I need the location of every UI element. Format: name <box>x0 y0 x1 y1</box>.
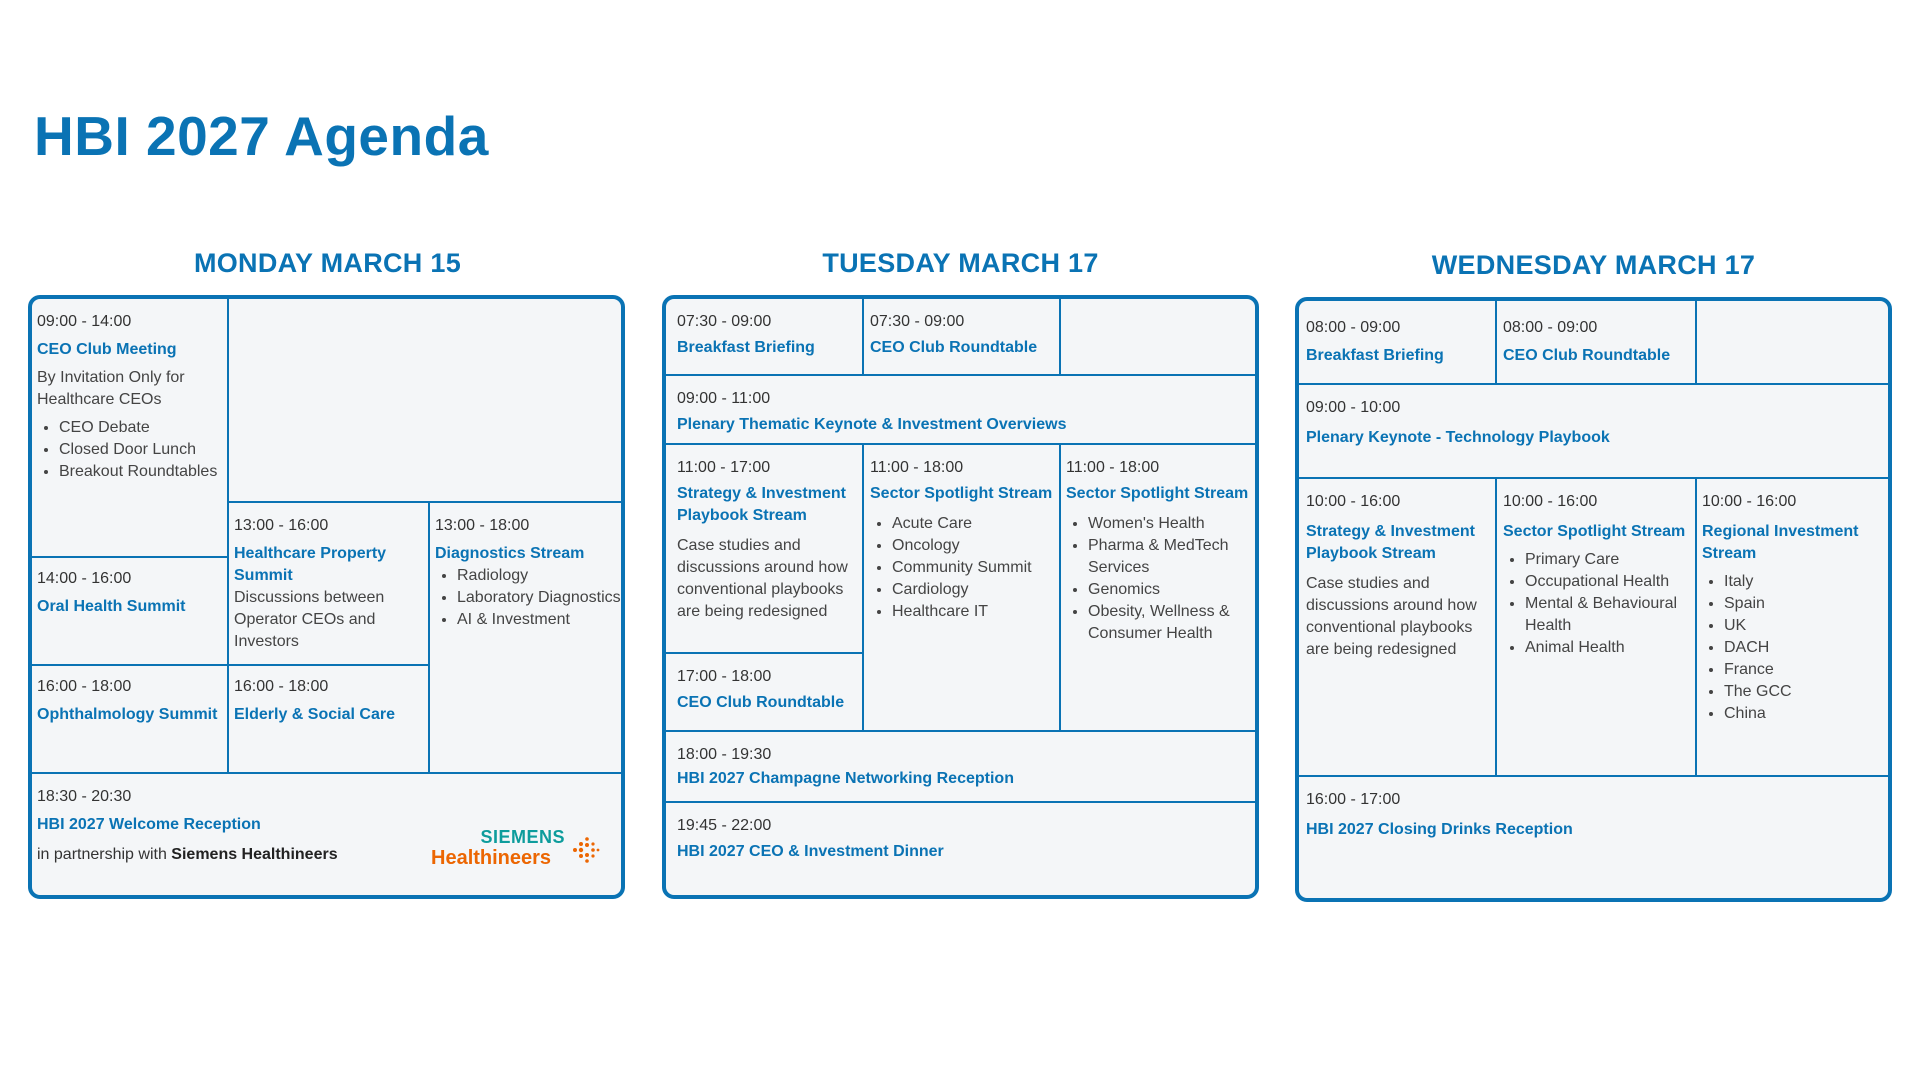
session-title: Healthcare Property Summit <box>234 545 387 584</box>
session-regional-investment <box>1697 479 1892 775</box>
list-item: • Spain <box>1724 593 1890 615</box>
list-item: • China <box>1724 703 1890 725</box>
healthineers-dots-icon <box>571 835 601 865</box>
session-time: 07:30 - 09:00 <box>870 313 965 330</box>
session-title: Sector Spotlight Stream <box>1503 523 1686 540</box>
partner-name: Siemens Healthineers <box>171 846 338 863</box>
logo-wordmark-bottom: Healthineers <box>431 847 552 869</box>
session-topics <box>435 565 624 631</box>
session-strategy-investment <box>672 445 862 652</box>
logo-wordmark-top: SIEMENS <box>480 827 565 847</box>
session-closing-drinks <box>1301 777 1892 902</box>
list-item: • Radiology <box>457 565 624 587</box>
session-title: Elderly & Social Care <box>234 706 395 723</box>
session-plenary-keynote <box>672 376 1259 443</box>
session-sector-spotlight-1 <box>865 445 1059 730</box>
session-sector-spotlight-2 <box>1061 445 1259 730</box>
list-item: • Animal Health <box>1525 637 1690 659</box>
list-item: • Occupational Health <box>1525 571 1690 593</box>
session-title: Strategy & Investment Playbook Stream <box>1306 523 1475 562</box>
session-time: 14:00 - 16:00 <box>37 570 132 587</box>
session-title: Ophthalmology Summit <box>37 706 218 723</box>
session-time: 18:00 - 19:30 <box>677 746 772 763</box>
session-title: Regional Investment Stream <box>1702 523 1859 562</box>
session-ceo-club-roundtable-evening <box>672 654 862 730</box>
list-item: • Cardiology <box>892 579 1054 601</box>
session-time: 07:30 - 09:00 <box>677 313 772 330</box>
list-item: • Genomics <box>1088 579 1258 601</box>
session-title: CEO Club Meeting <box>37 341 177 358</box>
siemens-healthineers-logo <box>431 827 601 873</box>
tuesday-heading: TUESDAY MARCH 17 <box>822 248 1099 278</box>
session-title: Sector Spotlight Stream <box>1066 485 1249 502</box>
session-time: 09:00 - 14:00 <box>37 313 132 330</box>
list-item: • Obesity, Wellness & Consumer Health <box>1088 601 1258 645</box>
list-item: • Women's Health <box>1088 513 1258 535</box>
session-title: HBI 2027 Closing Drinks Reception <box>1306 821 1573 838</box>
session-topics <box>37 417 222 483</box>
grid-line <box>1059 299 1061 374</box>
session-time: 09:00 - 11:00 <box>677 390 771 407</box>
list-item: • Healthcare IT <box>892 601 1054 623</box>
session-title: Plenary Thematic Keynote & Investment Overviews <box>677 416 1067 433</box>
session-time: 09:00 - 10:00 <box>1306 399 1401 416</box>
session-time: 10:00 - 16:00 <box>1306 493 1401 510</box>
session-time: 16:00 - 17:00 <box>1306 791 1401 808</box>
session-title: HBI 2027 Champagne Networking Reception <box>677 770 1014 787</box>
session-time: 08:00 - 09:00 <box>1306 319 1401 336</box>
list-item: • Breakout Roundtables <box>59 461 222 483</box>
list-item: • Laboratory Diagnostics <box>457 587 624 609</box>
tuesday-board <box>662 295 1259 899</box>
session-title: Breakfast Briefing <box>1306 347 1444 364</box>
session-title: CEO Club Roundtable <box>1503 347 1671 364</box>
session-topics <box>1503 549 1690 659</box>
session-topics <box>1066 513 1258 645</box>
monday-heading: MONDAY MARCH 15 <box>193 248 462 278</box>
session-ceo-investment-dinner <box>672 803 1259 899</box>
session-title: Sector Spotlight Stream <box>870 485 1053 502</box>
session-topics <box>1702 571 1890 725</box>
session-time: 16:00 - 18:00 <box>37 678 132 695</box>
session-title: Breakfast Briefing <box>677 339 815 356</box>
session-time: 19:45 - 22:00 <box>677 817 772 834</box>
list-item: • Pharma & MedTech Services <box>1088 535 1258 579</box>
session-title: Diagnostics Stream <box>435 545 585 562</box>
partner-prefix: in partnership with <box>37 846 167 863</box>
wednesday-heading: WEDNESDAY MARCH 17 <box>1431 250 1756 280</box>
grid-line <box>1695 301 1697 383</box>
grid-line <box>862 443 864 730</box>
session-description: Case studies and discussions around how conventional playbooks are being redesigned <box>1306 575 1477 658</box>
list-item: • DACH <box>1724 637 1890 659</box>
session-breakfast-briefing <box>672 299 862 374</box>
list-item: • Acute Care <box>892 513 1054 535</box>
list-item: • CEO Debate <box>59 417 222 439</box>
list-item: • Community Summit <box>892 557 1054 579</box>
page-title: HBI 2027 Agenda <box>34 105 489 167</box>
session-title: CEO Club Roundtable <box>870 339 1038 356</box>
session-plenary-keynote <box>1301 385 1892 477</box>
session-ceo-club-roundtable <box>1498 305 1695 383</box>
session-description: Case studies and discussions around how conventional playbooks are being redesigned <box>677 537 848 620</box>
session-time: 13:00 - 18:00 <box>435 517 530 534</box>
session-champagne-reception <box>672 732 1259 801</box>
session-oral-health <box>32 556 227 664</box>
list-item: • Italy <box>1724 571 1890 593</box>
session-healthcare-property <box>229 503 428 664</box>
list-item: • UK <box>1724 615 1890 637</box>
session-title: Strategy & Investment Playbook Stream <box>677 485 846 524</box>
list-item: • The GCC <box>1724 681 1890 703</box>
session-time: 11:00 - 18:00 <box>870 459 964 476</box>
session-time: 18:30 - 20:30 <box>37 788 132 805</box>
list-item: • Oncology <box>892 535 1054 557</box>
session-ophthalmology <box>32 664 227 772</box>
session-ceo-club-roundtable <box>865 299 1059 374</box>
session-time: 11:00 - 17:00 <box>677 459 771 476</box>
session-title: Oral Health Summit <box>37 598 186 615</box>
session-time: 13:00 - 16:00 <box>234 517 329 534</box>
session-diagnostics <box>430 503 625 772</box>
list-item: • France <box>1724 659 1890 681</box>
list-item: • Mental & Behavioural Health <box>1525 593 1690 637</box>
grid-line <box>1495 301 1497 383</box>
session-time: 08:00 - 09:00 <box>1503 319 1598 336</box>
session-topics <box>870 513 1054 623</box>
session-title: Plenary Keynote - Technology Playbook <box>1306 429 1610 446</box>
list-item: • Primary Care <box>1525 549 1690 571</box>
session-title: HBI 2027 Welcome Reception <box>37 816 261 833</box>
monday-board <box>28 295 625 899</box>
list-item: • Closed Door Lunch <box>59 439 222 461</box>
session-strategy-investment <box>1301 479 1495 775</box>
session-ceo-club-meeting <box>32 299 227 556</box>
grid-line <box>862 299 864 374</box>
session-title: CEO Club Roundtable <box>677 694 845 711</box>
grid-line <box>1495 477 1497 775</box>
session-title: HBI 2027 CEO & Investment Dinner <box>677 843 944 860</box>
session-time: 10:00 - 16:00 <box>1503 493 1598 510</box>
session-description: Discussions between Operator CEOs and Investors <box>234 589 385 650</box>
session-description: By Invitation Only for Healthcare CEOs <box>37 369 185 408</box>
list-item: • AI & Investment <box>457 609 624 631</box>
session-elderly-social-care <box>229 664 428 772</box>
wednesday-board <box>1295 297 1892 902</box>
session-breakfast-briefing <box>1301 305 1495 383</box>
session-time: 10:00 - 16:00 <box>1702 493 1797 510</box>
session-time: 11:00 - 18:00 <box>1066 459 1160 476</box>
session-time: 17:00 - 18:00 <box>677 668 772 685</box>
session-time: 16:00 - 18:00 <box>234 678 329 695</box>
session-sector-spotlight <box>1498 479 1695 775</box>
